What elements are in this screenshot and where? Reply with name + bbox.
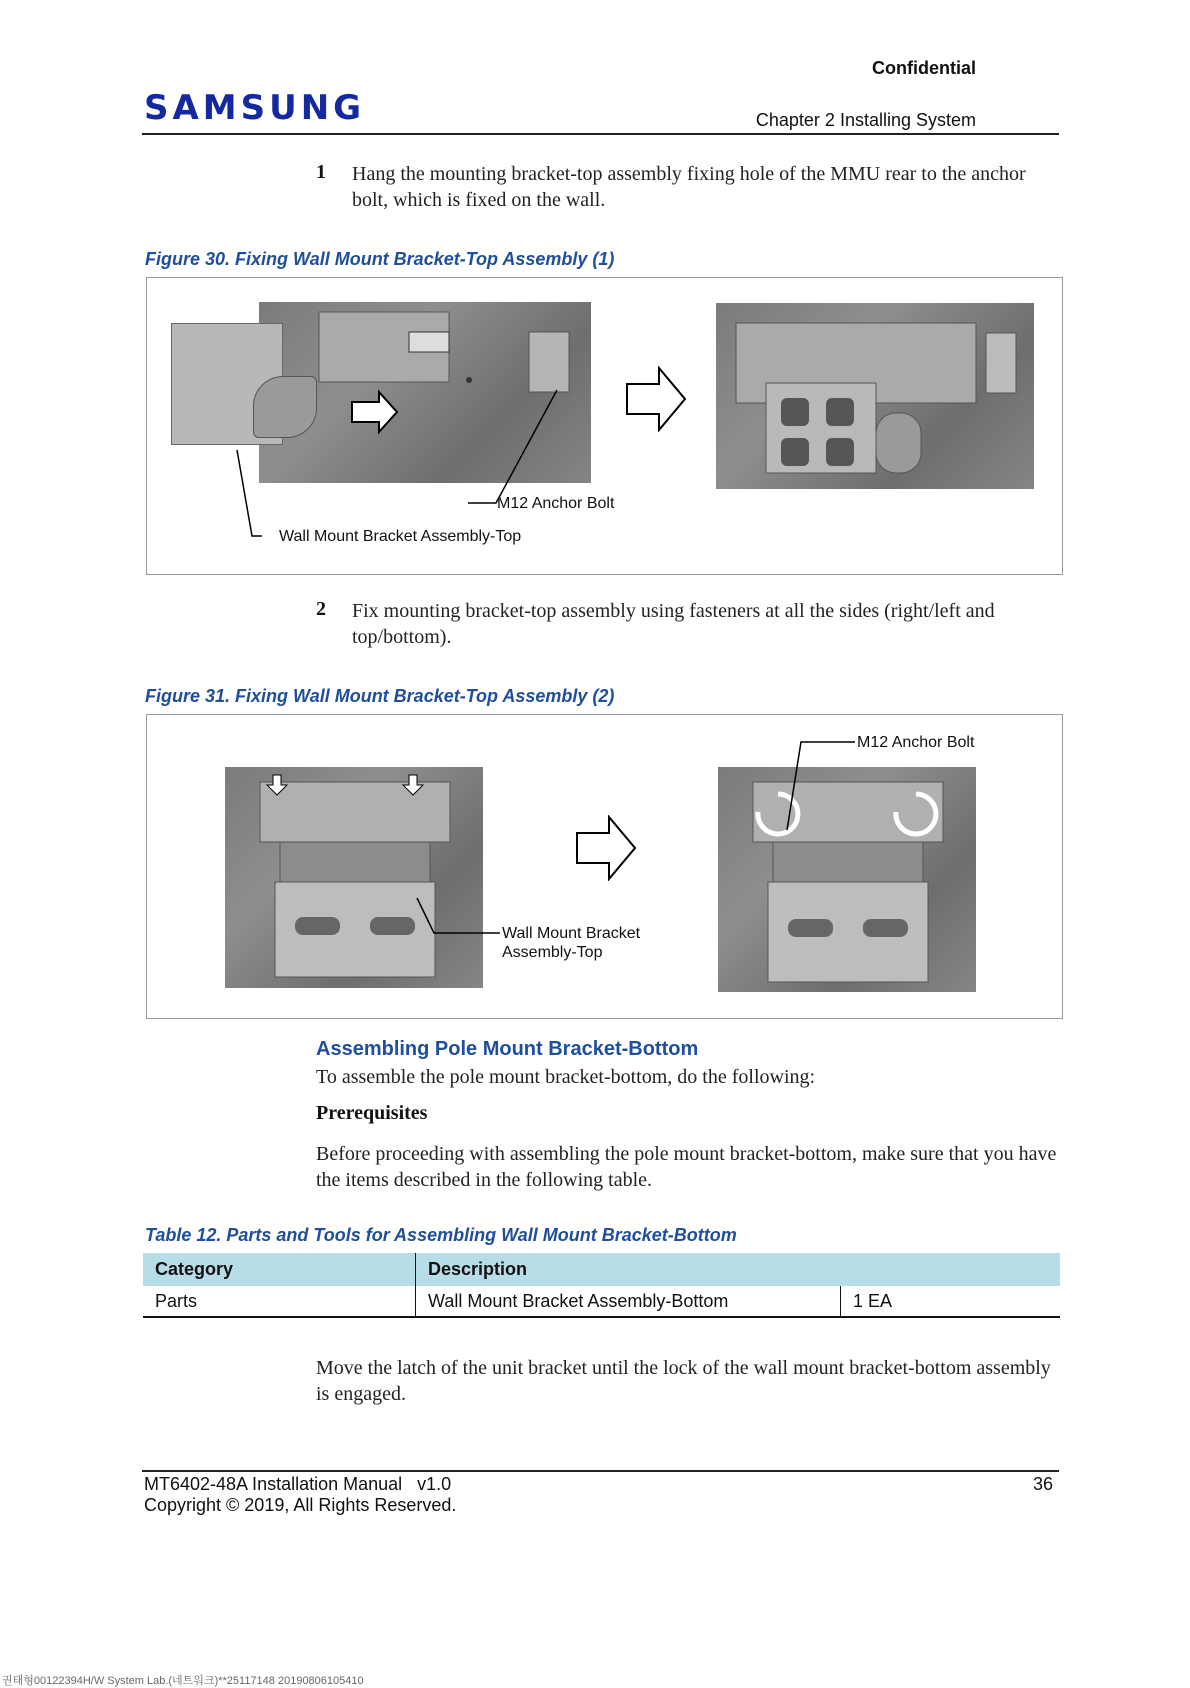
header-description: Description <box>416 1253 1061 1286</box>
step-1-number: 1 <box>316 161 326 183</box>
figure-31 <box>146 714 1063 1019</box>
bracket-assembly-top-label: Wall Mount Bracket Assembly-Top <box>279 528 522 545</box>
header-rule <box>142 133 1059 135</box>
download-stamp: 권태형00122394H/W System Lab.(네트워크)**25117148 20190806105410 <box>2 1675 364 1687</box>
parts-table <box>143 1253 1060 1318</box>
cell-category: Parts <box>143 1286 416 1317</box>
step-1-text: Hang the mounting bracket-top assembly fixing hole of the MMU rear to the anchor bolt, which is fixed on the wall. <box>352 163 1026 211</box>
section-intro: To assemble the pole mount bracket-bottom, do the following: <box>316 1066 816 1088</box>
chapter-title: Chapter 2 Installing System <box>755 110 976 130</box>
confidential-label: Confidential <box>872 58 976 78</box>
section-heading: Assembling Pole Mount Bracket-Bottom <box>316 1038 699 1060</box>
step-2-number: 2 <box>316 598 326 620</box>
footer-copyright: Copyright © 2019, All Rights Reserved. <box>144 1495 457 1515</box>
prerequisites-title: Prerequisites <box>316 1102 428 1124</box>
table-12-caption: Table 12. Parts and Tools for Assembling Wall Mount Bracket-Bottom <box>145 1225 737 1245</box>
cell-quantity: 1 EA <box>841 1286 1061 1317</box>
figure-31-callouts <box>147 715 1062 1018</box>
bracket-label-line1: Wall Mount Bracket <box>502 925 641 942</box>
prerequisites-text: Before proceeding with assembling the pole mount bracket-bottom, make sure that you have the items described in the following table. <box>316 1143 1057 1191</box>
table-header-row <box>143 1253 1060 1286</box>
m12-anchor-bolt-label: M12 Anchor Bolt <box>497 495 615 512</box>
samsung-logo: SAMSUNG <box>144 88 366 128</box>
page-number: 36 <box>1032 1474 1053 1494</box>
figure-30-caption: Figure 30. Fixing Wall Mount Bracket-Top Assembly (1) <box>145 249 615 269</box>
table-row <box>143 1286 1060 1317</box>
bracket-label-line2: Assembly-Top <box>502 944 603 961</box>
figure-31-caption: Figure 31. Fixing Wall Mount Bracket-Top Assembly (2) <box>145 686 615 706</box>
footer-rule <box>142 1470 1059 1472</box>
footer-doc-title: MT6402-48A Installation Manual v1.0 <box>144 1474 452 1494</box>
header-category: Category <box>143 1253 416 1286</box>
m12-anchor-bolt-label-2: M12 Anchor Bolt <box>857 734 975 751</box>
closing-text: Move the latch of the unit bracket until the lock of the wall mount bracket-bottom assembly is engaged. <box>316 1357 1051 1405</box>
figure-30 <box>146 277 1063 575</box>
cell-description: Wall Mount Bracket Assembly-Bottom <box>416 1286 841 1317</box>
step-2-text: Fix mounting bracket-top assembly using fasteners at all the sides (right/left and top/bottom). <box>352 600 995 648</box>
